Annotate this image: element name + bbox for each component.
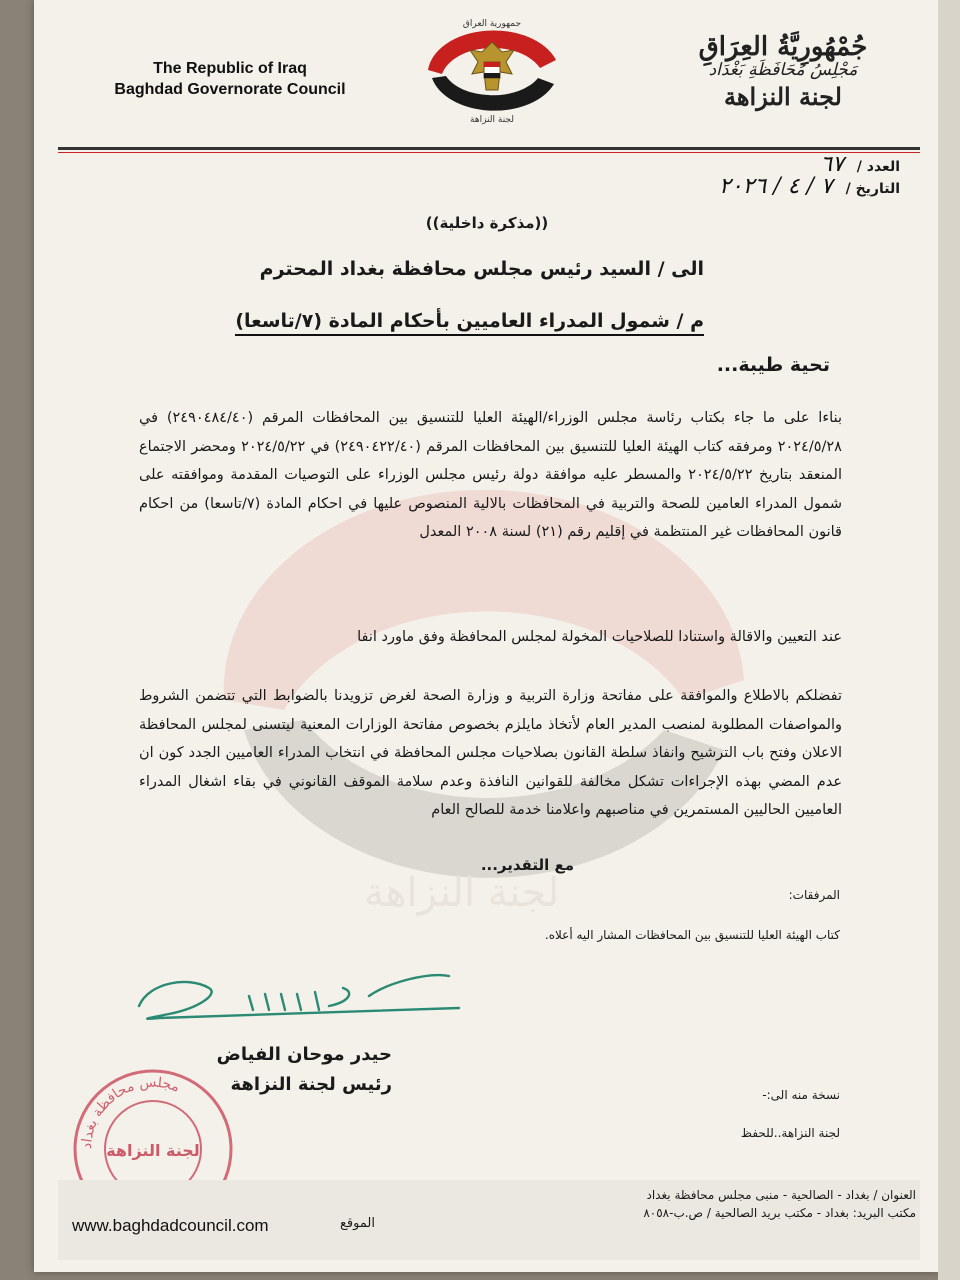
header-ar-republic: جُمْهُورِيَّةُ العِرَاقِ bbox=[698, 32, 868, 62]
letter-meta bbox=[640, 152, 900, 199]
attachment-item: كتاب الهيئة العليا للتنسيق بين المحافظات المشار اليه أعلاه. bbox=[544, 928, 840, 942]
address-line: العنوان / بغداد - الصالحية - منبى مجلس محافظة بغداد bbox=[646, 1188, 916, 1202]
signature-icon bbox=[129, 962, 469, 1032]
stamp-center-text: لجنة النزاهة bbox=[106, 1141, 200, 1160]
page-edge bbox=[938, 0, 960, 1280]
copies-label: نسخة منه الى:- bbox=[762, 1088, 840, 1102]
logo-bottom-text: لجنة النزاهة bbox=[470, 115, 514, 125]
attachments-label: المرفقات: bbox=[788, 888, 840, 902]
header-ar-committee: لجنة النزاهة bbox=[724, 82, 842, 111]
signer-title: رئيس لجنة النزاهة bbox=[230, 1074, 392, 1095]
memo-title: ((مذكرة داخلية)) bbox=[425, 214, 549, 232]
number-label: العدد / bbox=[856, 159, 900, 175]
signer-block bbox=[217, 1040, 392, 1100]
watermark-text: لجنة النزاهة bbox=[364, 870, 560, 916]
logo-top-text: جمهورية العراق bbox=[462, 19, 522, 29]
header-council: Baghdad Governorate Council bbox=[114, 81, 346, 98]
stamp-ring-text: مجلس محافظة بغداد bbox=[78, 1074, 182, 1150]
po-box-line: مكتب البريد: بغداد - مكتب بريد الصالحية / ص.ب-٨٠٥٨ bbox=[643, 1206, 916, 1220]
website-label: الموقع bbox=[340, 1216, 375, 1231]
date-value: ٧ / ٤ / ٢٠٢٦ bbox=[718, 174, 833, 199]
greeting: تحية طيبة... bbox=[716, 354, 830, 376]
header-divider bbox=[58, 147, 920, 150]
number-value: ٦٧ bbox=[820, 152, 844, 177]
subject-line: م / شمول المدراء العاميين بأحكام المادة (٧/تاسعا) bbox=[235, 310, 704, 336]
body-paragraph-2: عند التعيين والاقالة واستنادا للصلاحيات المخولة لمجلس المحافظة وفق ماورد انفا bbox=[357, 629, 842, 645]
header-ar-council: مَجْلِسُ مُحَافَظَةِ بَغْدَاد bbox=[708, 60, 858, 80]
date-label: التاريخ / bbox=[845, 181, 900, 197]
letter-date bbox=[640, 174, 900, 199]
signer-name: حيدر موحان الفياض bbox=[216, 1044, 392, 1065]
header-republic: The Republic of Iraq bbox=[153, 60, 307, 77]
english-header bbox=[80, 58, 380, 100]
svg-text:مجلس محافظة بغداد bbox=[79, 1075, 182, 1150]
footer-address bbox=[643, 1186, 916, 1222]
letter-sheet bbox=[34, 0, 940, 1272]
iraq-emblem-logo bbox=[422, 12, 562, 130]
recipient-line: الى / السيد رئيس مجلس محافظة بغداد المحترم bbox=[259, 258, 704, 280]
closing-line: مع التقدير... bbox=[480, 856, 574, 874]
body-paragraph-1: بناءا على ما جاء بكتاب رئاسة مجلس الوزراء/الهيئة العليا للتنسيق بين المحافظات المرقم (٢٤٩٠٤٨٤/٤٠) في ٢٠٢٤/٥/٢٨ ومرفقه كتاب الهيئة العليا للتنسيق بين المحافظات المرقم (٢٤٩٠٤٢٢/٤٠) في ٢٠٢٤/٥/٢٢ ومحضر الاجتماع المنعقد بتاريخ ٢٠٢٤/٥/٢٢ والمسطر عليه موافقة دولة رئيس مجلس الوزراء على التوصيات المقدمة وموافقته على شمول المدراء العامين للصحة والتربية في المحافظات بالالية المنصوص عليها في احكام المادة (٧/تاسعا) من احكام قانون المحافظات غير المنتظمة في إقليم رقم (٢١) لسنة ٢٠٠٨ المعدل bbox=[139, 410, 842, 541]
website-link[interactable]: www.baghdadcouncil.com bbox=[72, 1216, 269, 1235]
copy-item: لجنة النزاهة..للحفظ bbox=[740, 1126, 840, 1140]
header-divider-red bbox=[58, 152, 920, 153]
body-paragraph-3: تفضلكم بالاطلاع والموافقة على مفاتحة وزارة التربية و وزارة الصحة لغرض تزويدنا بالضوابط التي تتضمن الشروط والمواصفات المطلوبة لمنصب المدير العام لأتخاذ مايلزم بخصوص مفاتحة الوزارات المعنية ليتسنى لمجلس المحافظة الاعلان وفتح باب الترشيح وانفاذ سلطة القانون بصلاحيات مجلس المحافظة في انتخاب المدراء العاميين الجدد كون ان عدم المضي بهذه الإجراءات تشكل مخالفة للقوانين النافذة وعدم سلامة الموقف القانوني في بقاء اشغال المدراء العاميين الحاليين المستمرين في مناصبهم واعلامنا خدمة للصالح العام bbox=[139, 688, 842, 819]
arabic-header bbox=[668, 32, 898, 111]
